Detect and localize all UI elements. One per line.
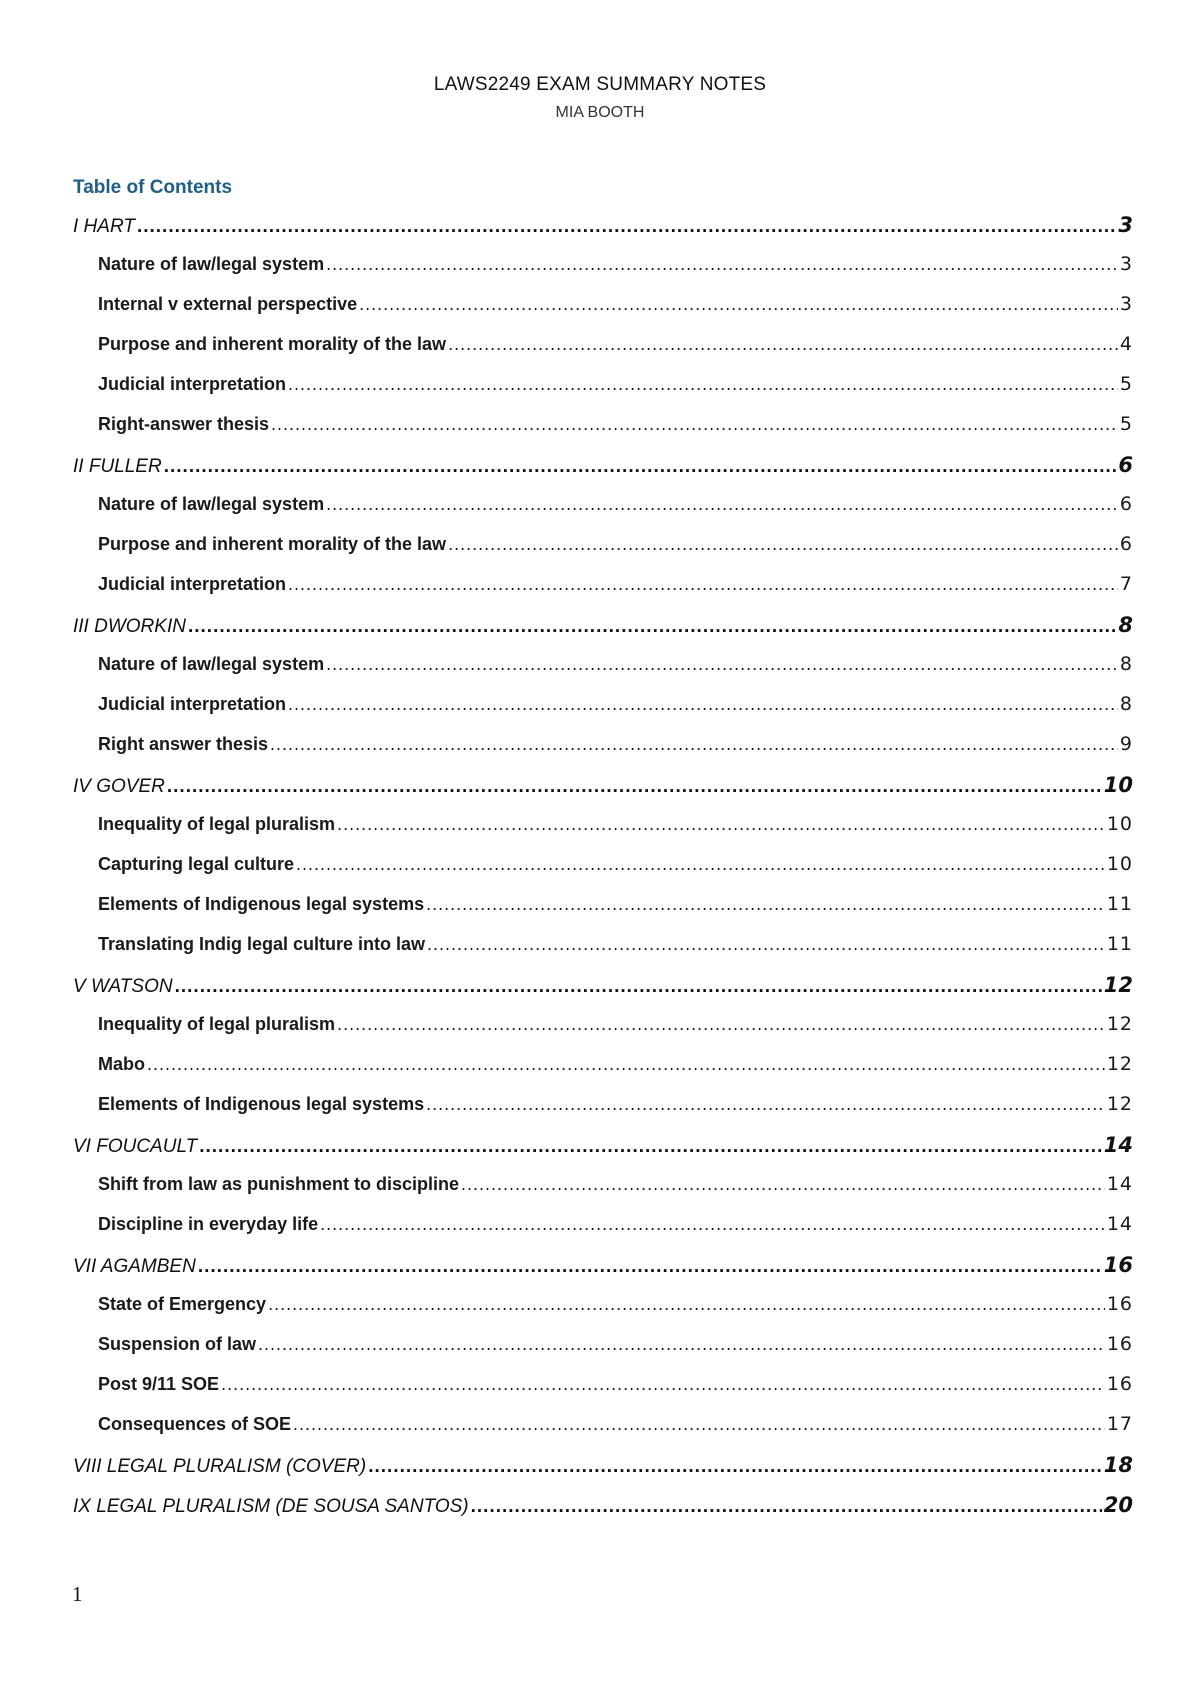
toc-entry-page-number: 12 — [1106, 1053, 1133, 1075]
toc-section-entry[interactable] — [73, 613, 1133, 653]
toc-dot-leader — [337, 814, 1105, 835]
toc-subsection-entry[interactable] — [73, 413, 1133, 453]
toc-entry-page-number: 11 — [1106, 933, 1133, 955]
toc-entry-page-number: 6 — [1118, 453, 1133, 477]
toc-subsection-entry[interactable] — [73, 293, 1133, 333]
toc-entry-page-number: 5 — [1119, 373, 1133, 395]
toc-entry-label: Capturing legal culture — [98, 854, 295, 874]
toc-dot-leader — [448, 534, 1118, 555]
toc-subsection-entry[interactable] — [73, 1333, 1133, 1373]
toc-entry-label: State of Emergency — [98, 1294, 267, 1314]
toc-entry-page-number: 7 — [1119, 573, 1133, 595]
toc-dot-leader — [461, 1174, 1105, 1195]
toc-entry-label: Discipline in everyday life — [98, 1214, 319, 1234]
toc-entry-label: Translating Indig legal culture into law — [98, 934, 426, 954]
toc-section-entry[interactable] — [73, 1493, 1133, 1533]
toc-dot-leader — [293, 1414, 1105, 1435]
toc-dot-leader — [427, 934, 1105, 955]
toc-dot-leader — [426, 894, 1105, 915]
toc-dot-leader — [167, 776, 1102, 798]
toc-dot-leader — [296, 854, 1105, 875]
toc-entry-page-number: 3 — [1119, 293, 1133, 315]
toc-dot-leader — [271, 414, 1118, 435]
toc-entry-page-number: 14 — [1103, 1133, 1133, 1157]
toc-subsection-entry[interactable] — [73, 733, 1133, 773]
toc-dot-leader — [188, 616, 1116, 638]
toc-dot-leader — [337, 1014, 1105, 1035]
toc-subsection-entry[interactable] — [73, 813, 1133, 853]
toc-entry-label: Judicial interpretation — [98, 574, 287, 594]
toc-dot-leader — [448, 334, 1118, 355]
toc-subsection-entry[interactable] — [73, 1173, 1133, 1213]
toc-section-entry[interactable] — [73, 773, 1133, 813]
toc-heading: Table of Contents — [73, 177, 233, 198]
toc-entry-page-number: 16 — [1106, 1333, 1133, 1355]
toc-section-entry[interactable] — [73, 973, 1133, 1013]
toc-subsection-entry[interactable] — [73, 1413, 1133, 1453]
toc-entry-label: III DWORKIN — [73, 616, 186, 637]
toc-entry-label: Internal v external perspective — [98, 294, 358, 314]
table-of-contents — [73, 213, 1133, 1533]
toc-entry-label: V WATSON — [73, 976, 173, 997]
toc-subsection-entry[interactable] — [73, 253, 1133, 293]
toc-entry-label: Mabo — [98, 1054, 145, 1074]
toc-dot-leader — [137, 216, 1116, 238]
toc-entry-page-number: 17 — [1106, 1413, 1133, 1435]
toc-entry-page-number: 9 — [1119, 733, 1133, 755]
toc-subsection-entry[interactable] — [73, 333, 1133, 373]
toc-dot-leader — [270, 734, 1118, 755]
toc-entry-page-number: 8 — [1119, 653, 1133, 675]
toc-subsection-entry[interactable] — [73, 1373, 1133, 1413]
toc-entry-label: Consequences of SOE — [98, 1414, 292, 1434]
toc-entry-label: Judicial interpretation — [98, 374, 287, 394]
toc-entry-page-number: 10 — [1103, 773, 1133, 797]
toc-dot-leader — [368, 1456, 1102, 1478]
toc-section-entry[interactable] — [73, 1253, 1133, 1293]
toc-entry-label: Post 9/11 SOE — [98, 1374, 220, 1394]
toc-entry-label: Shift from law as punishment to discipline — [98, 1174, 460, 1194]
toc-entry-page-number: 10 — [1106, 813, 1133, 835]
toc-entry-label: Suspension of law — [98, 1334, 257, 1354]
toc-entry-label: IX LEGAL PLURALISM (DE SOUSA SANTOS) — [73, 1496, 469, 1517]
toc-section-entry[interactable] — [73, 213, 1133, 253]
toc-subsection-entry[interactable] — [73, 693, 1133, 733]
toc-entry-page-number: 18 — [1103, 1453, 1133, 1477]
toc-subsection-entry[interactable] — [73, 853, 1133, 893]
toc-dot-leader — [288, 374, 1118, 395]
toc-entry-page-number: 11 — [1106, 893, 1133, 915]
toc-entry-label: Nature of law/legal system — [98, 254, 325, 274]
toc-dot-leader — [288, 694, 1118, 715]
toc-entry-page-number: 16 — [1103, 1253, 1133, 1277]
toc-entry-page-number: 14 — [1106, 1213, 1133, 1235]
toc-subsection-entry[interactable] — [73, 933, 1133, 973]
toc-section-entry[interactable] — [73, 453, 1133, 493]
toc-entry-page-number: 6 — [1119, 493, 1133, 515]
toc-entry-label: Judicial interpretation — [98, 694, 287, 714]
toc-dot-leader — [147, 1054, 1105, 1075]
toc-entry-label: I HART — [73, 216, 135, 237]
toc-dot-leader — [426, 1094, 1105, 1115]
toc-entry-label: Purpose and inherent morality of the law — [98, 534, 447, 554]
toc-entry-page-number: 8 — [1119, 693, 1133, 715]
toc-entry-page-number: 3 — [1118, 213, 1133, 237]
toc-dot-leader — [320, 1214, 1105, 1235]
toc-dot-leader — [326, 494, 1118, 515]
toc-dot-leader — [326, 654, 1118, 675]
document-author: MIA BOOTH — [555, 104, 645, 121]
toc-entry-label: Inequality of legal pluralism — [98, 814, 336, 834]
toc-dot-leader — [268, 1294, 1105, 1315]
toc-entry-page-number: 16 — [1106, 1373, 1133, 1395]
toc-entry-label: VII AGAMBEN — [73, 1256, 196, 1277]
toc-subsection-entry[interactable] — [73, 1093, 1133, 1133]
toc-dot-leader — [175, 976, 1102, 998]
toc-entry-label: II FULLER — [73, 456, 162, 477]
toc-entry-label: VIII LEGAL PLURALISM (COVER) — [73, 1456, 367, 1477]
toc-section-entry[interactable] — [73, 1133, 1133, 1173]
toc-subsection-entry[interactable] — [73, 493, 1133, 533]
toc-entry-page-number: 14 — [1106, 1173, 1133, 1195]
toc-subsection-entry[interactable] — [73, 653, 1133, 693]
toc-dot-leader — [198, 1256, 1102, 1278]
toc-subsection-entry[interactable] — [73, 1053, 1133, 1093]
toc-entry-page-number: 16 — [1106, 1293, 1133, 1315]
toc-section-entry[interactable] — [73, 1453, 1133, 1493]
toc-entry-label: Right-answer thesis — [98, 414, 270, 434]
toc-subsection-entry[interactable] — [73, 373, 1133, 413]
toc-subsection-entry[interactable] — [73, 573, 1133, 613]
toc-entry-page-number: 12 — [1106, 1013, 1133, 1035]
toc-entry-page-number: 6 — [1119, 533, 1133, 555]
toc-dot-leader — [164, 456, 1117, 478]
document-title: LAWS2249 EXAM SUMMARY NOTES — [433, 74, 767, 95]
toc-entry-label: Nature of law/legal system — [98, 654, 325, 674]
toc-entry-page-number: 12 — [1103, 973, 1133, 997]
toc-entry-page-number: 4 — [1119, 333, 1133, 355]
toc-dot-leader — [471, 1496, 1102, 1518]
toc-dot-leader — [359, 294, 1118, 315]
toc-dot-leader — [326, 254, 1118, 275]
toc-entry-page-number: 5 — [1119, 413, 1133, 435]
toc-entry-label: Purpose and inherent morality of the law — [98, 334, 447, 354]
toc-subsection-entry[interactable] — [73, 1213, 1133, 1253]
toc-entry-page-number: 12 — [1106, 1093, 1133, 1115]
toc-subsection-entry[interactable] — [73, 1013, 1133, 1053]
toc-dot-leader — [288, 574, 1118, 595]
toc-entry-label: Right answer thesis — [98, 734, 269, 754]
toc-dot-leader — [221, 1374, 1105, 1395]
toc-entry-page-number: 10 — [1106, 853, 1133, 875]
toc-entry-label: Inequality of legal pluralism — [98, 1014, 336, 1034]
toc-entry-page-number: 20 — [1103, 1493, 1133, 1517]
toc-subsection-entry[interactable] — [73, 1293, 1133, 1333]
toc-entry-label: IV GOVER — [73, 776, 165, 797]
toc-dot-leader — [199, 1136, 1102, 1158]
toc-entry-label: Elements of Indigenous legal systems — [98, 894, 425, 914]
toc-entry-label: VI FOUCAULT — [73, 1136, 198, 1157]
toc-subsection-entry[interactable] — [73, 533, 1133, 573]
toc-entry-label: Nature of law/legal system — [98, 494, 325, 514]
page-number: 1 — [72, 1582, 83, 1606]
toc-subsection-entry[interactable] — [73, 893, 1133, 933]
toc-entry-page-number: 3 — [1119, 253, 1133, 275]
toc-entry-label: Elements of Indigenous legal systems — [98, 1094, 425, 1114]
toc-entry-page-number: 8 — [1118, 613, 1133, 637]
toc-dot-leader — [258, 1334, 1105, 1355]
